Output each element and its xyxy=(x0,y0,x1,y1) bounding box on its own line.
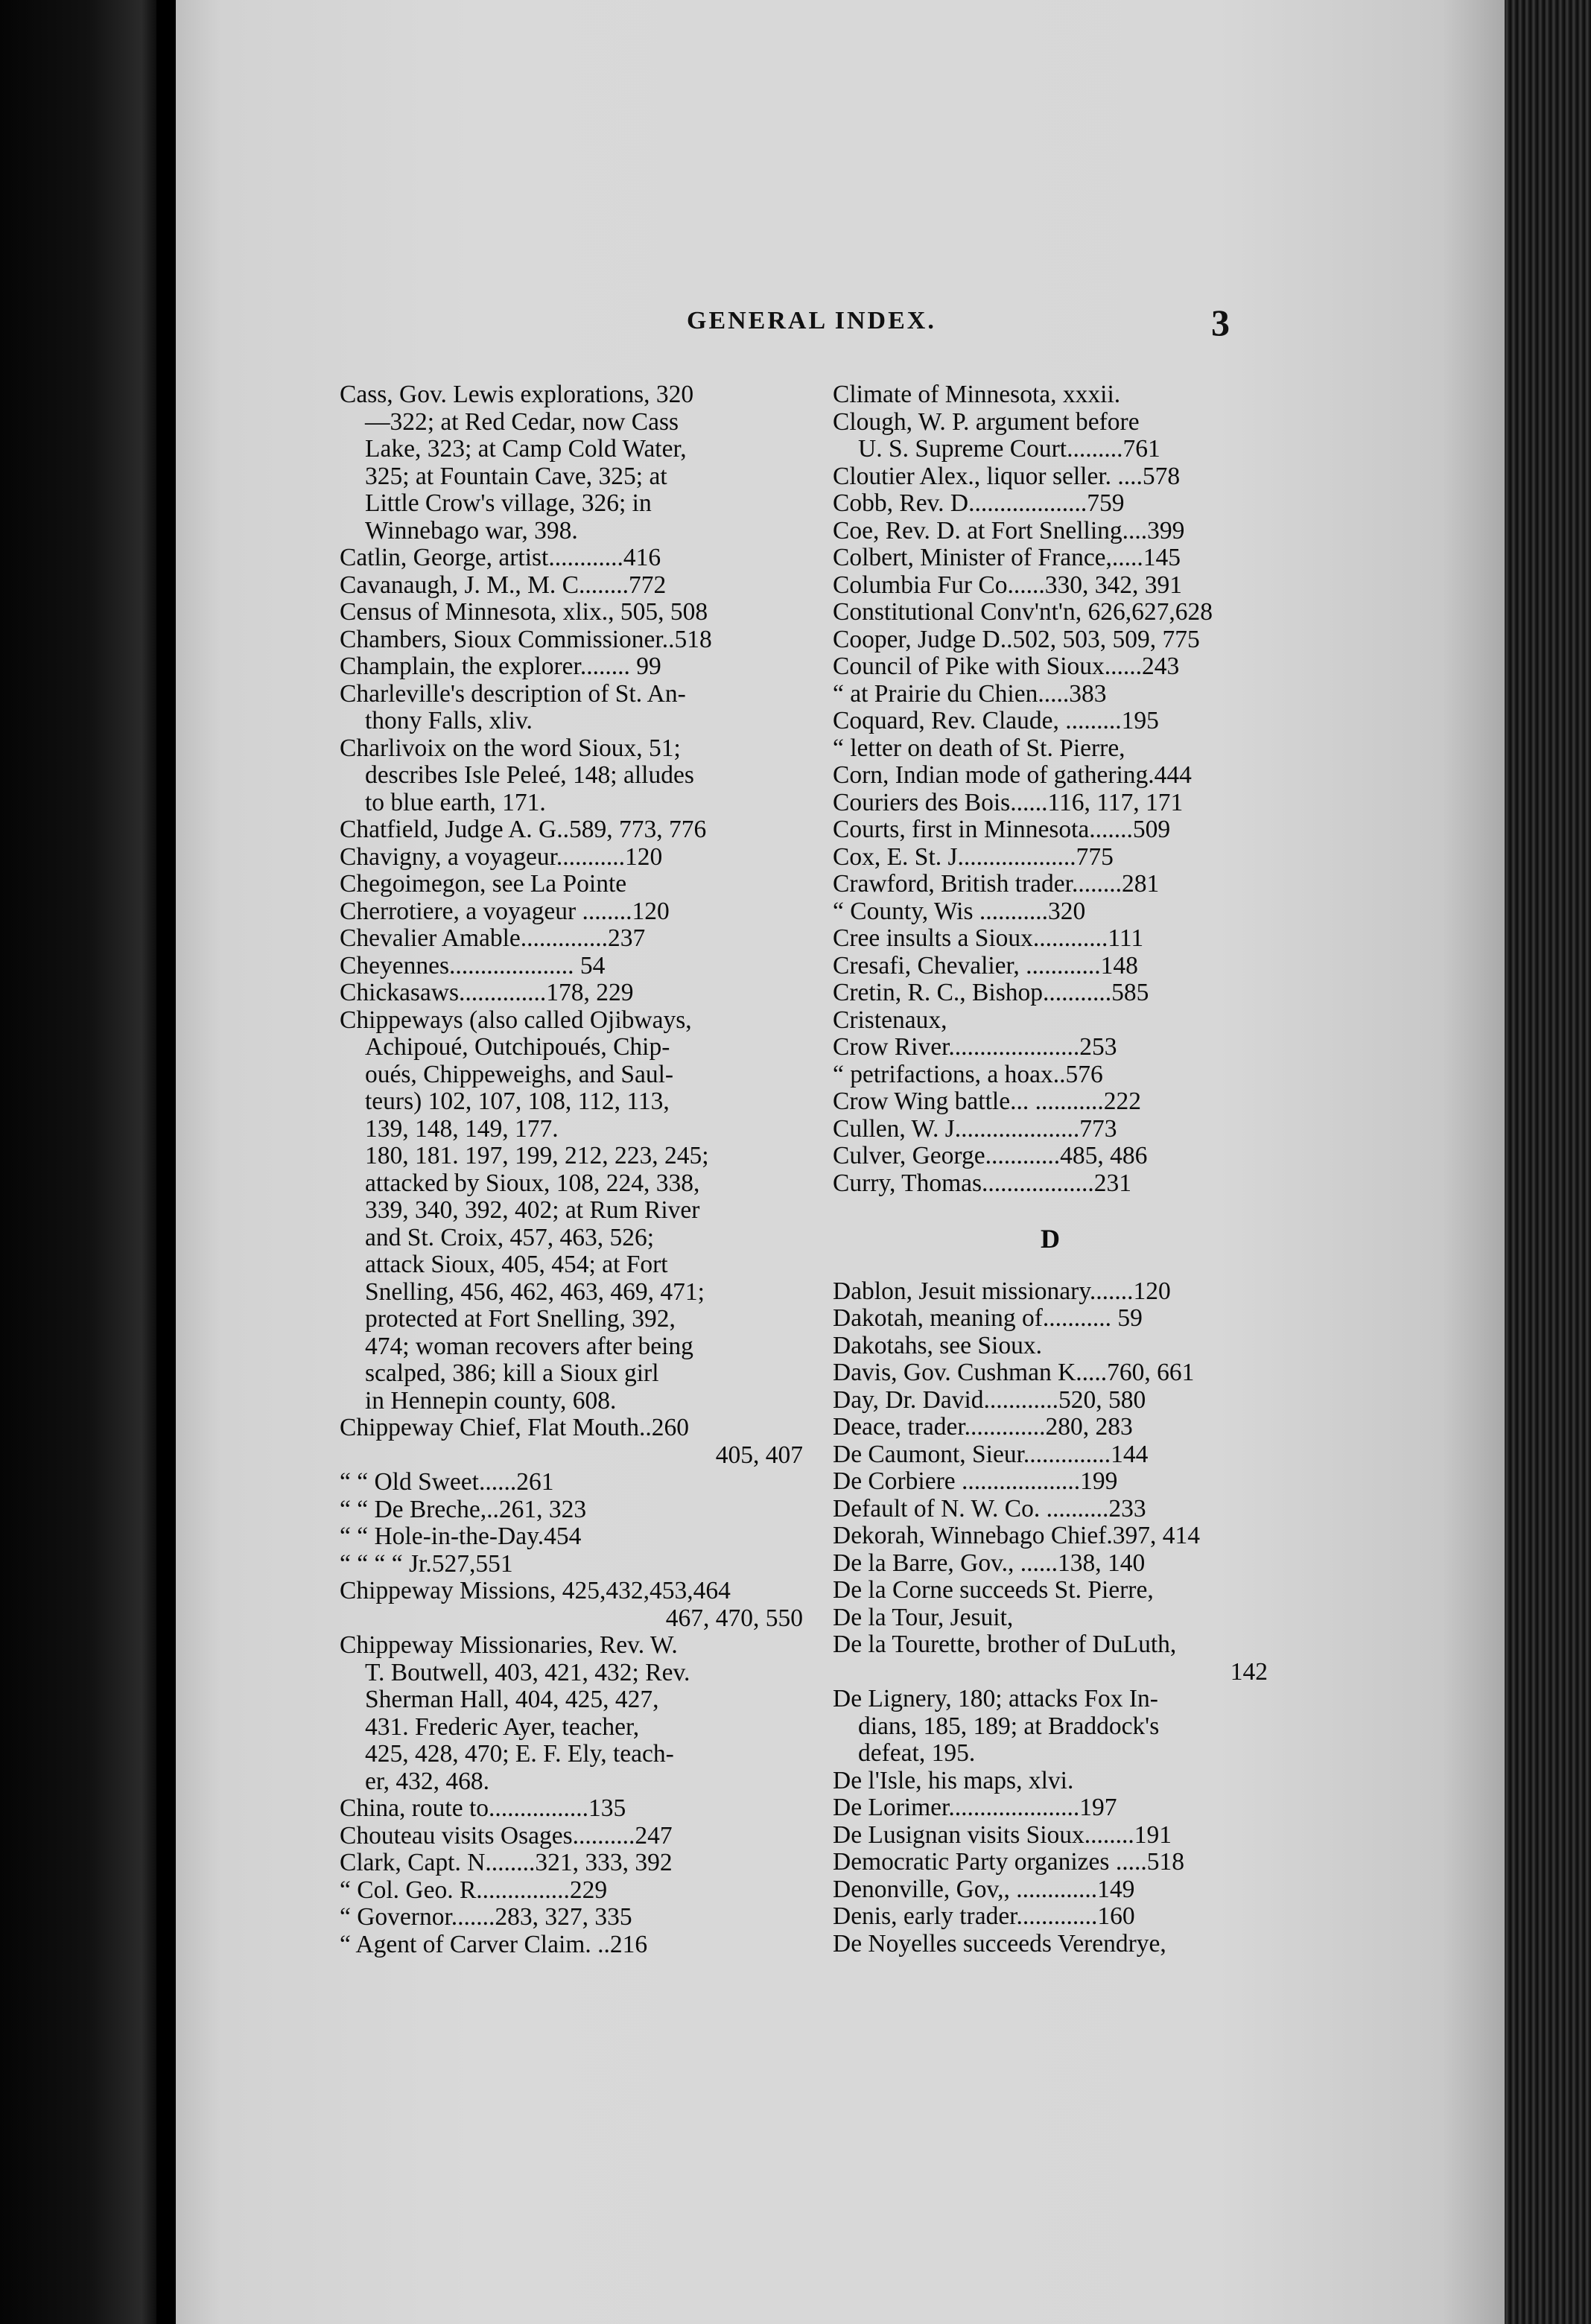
index-entry-line: “ Col. Geo. R...............229 xyxy=(340,1876,608,1904)
index-entry-line: 139, 148, 149, 177. xyxy=(365,1115,559,1143)
index-entry-line: Little Crow's village, 326; in xyxy=(365,490,652,517)
index-entry xyxy=(833,898,1268,926)
index-entry-line: Couriers des Bois......116, 117, 171 xyxy=(833,789,1184,816)
index-entry-line: Climate of Minnesota, xxxii. xyxy=(833,381,1121,408)
index-entry-line: Cloutier Alex., liquor seller. ....578 xyxy=(833,463,1181,490)
index-entry xyxy=(833,409,1268,463)
index-entry xyxy=(833,735,1268,763)
index-entry-line: “ Governor.......283, 327, 335 xyxy=(340,1904,632,1931)
index-column-left xyxy=(340,381,803,1958)
index-entry xyxy=(833,626,1268,654)
index-entry-line: Chippeway Missionaries, Rev. W. xyxy=(340,1632,678,1659)
index-entry-line: Chegoimegon, see La Pointe xyxy=(340,871,627,898)
index-entry-line: Davis, Gov. Cushman K.....760, 661 xyxy=(833,1359,1195,1386)
index-entry xyxy=(833,599,1268,626)
index-entry-line: attacked by Sioux, 108, 224, 338, xyxy=(365,1169,700,1197)
index-entry-line: Denis, early trader.............160 xyxy=(833,1903,1135,1930)
index-entry-line: Coquard, Rev. Claude, .........195 xyxy=(833,708,1159,734)
index-entry xyxy=(340,871,803,898)
index-entry-line: Day, Dr. David............520, 580 xyxy=(833,1386,1146,1414)
index-entry-line: “ Agent of Carver Claim. ..216 xyxy=(340,1931,648,1958)
index-entry-line: Courts, first in Minnesota.......509 xyxy=(833,816,1171,843)
index-entry-line: Default of N. W. Co. ..........233 xyxy=(833,1495,1146,1523)
index-entry xyxy=(340,1795,803,1823)
index-entry-line: Chippeway Missions, 425,432,453,464 xyxy=(340,1578,731,1604)
index-entry xyxy=(340,1931,803,1959)
index-entry-line: and St. Croix, 457, 463, 526; xyxy=(365,1224,655,1251)
index-entry-line: Dablon, Jesuit missionary.......120 xyxy=(833,1277,1171,1305)
index-entry xyxy=(833,1794,1268,1822)
index-entry-line: Colbert, Minister of France,.....145 xyxy=(833,545,1181,571)
index-entry-line: 474; woman recovers after being xyxy=(365,1333,693,1360)
index-entry-line: De la Tour, Jesuit, xyxy=(833,1604,1014,1631)
index-entry xyxy=(833,1441,1268,1469)
index-entry-line: “ County, Wis ...........320 xyxy=(833,898,1086,925)
index-entry-line: Dekorah, Winnebago Chief.397, 414 xyxy=(833,1523,1200,1549)
index-entry-line: describes Isle Peleé, 148; alludes xyxy=(365,762,694,789)
index-column-right xyxy=(833,381,1268,1958)
index-entry-line: Crawford, British trader........281 xyxy=(833,871,1160,898)
index-entry xyxy=(340,1632,803,1795)
index-entry-line: De la Corne succeeds St. Pierre, xyxy=(833,1577,1154,1604)
index-entry-line: “ letter on death of St. Pierre, xyxy=(833,734,1125,762)
index-entry-line: Chatfield, Judge A. G..589, 773, 776 xyxy=(340,816,707,843)
index-entry xyxy=(833,790,1268,817)
index-entry-line: Chevalier Amable..............237 xyxy=(340,925,646,952)
index-entry xyxy=(340,1877,803,1905)
index-entry-line: attack Sioux, 405, 454; at Fort xyxy=(365,1251,668,1278)
index-entry-line: Deace, trader.............280, 283 xyxy=(833,1414,1133,1441)
index-entry xyxy=(833,708,1268,735)
index-entry-line: to blue earth, 171. xyxy=(365,789,546,816)
index-entry-line: Chickasaws..............178, 229 xyxy=(340,980,634,1006)
index-entry-line: dians, 185, 189; at Braddock's xyxy=(858,1712,1160,1740)
index-entry-line: Dakotahs, see Sioux. xyxy=(833,1332,1042,1359)
index-entry xyxy=(833,1007,1268,1035)
index-entry xyxy=(833,1550,1268,1578)
index-entry xyxy=(833,1333,1268,1360)
index-entry-line: Census of Minnesota, xlix., 505, 508 xyxy=(340,599,708,626)
index-entry xyxy=(833,1876,1268,1904)
index-entry xyxy=(833,1523,1268,1550)
page-number: 3 xyxy=(1211,302,1230,343)
running-head xyxy=(0,302,1591,346)
index-entry-line: Chouteau visits Osages..........247 xyxy=(340,1822,673,1850)
page-title: GENERAL INDEX. xyxy=(687,307,936,334)
index-entry-line: U. S. Supreme Court.........761 xyxy=(858,436,1160,463)
index-entry-line: Cooper, Judge D..502, 503, 509, 775 xyxy=(833,626,1200,653)
index-entry-line: Cherrotiere, a voyageur ........120 xyxy=(340,898,670,925)
index-entry xyxy=(340,1469,803,1496)
index-entry-line: 180, 181. 197, 199, 212, 223, 245; xyxy=(365,1143,709,1169)
index-section-d xyxy=(833,1278,1268,1958)
index-entry xyxy=(833,816,1268,844)
index-entry xyxy=(340,898,803,926)
index-entry-line: 142 xyxy=(1230,1658,1268,1686)
index-entry-line: Chambers, Sioux Commissioner..518 xyxy=(340,626,712,653)
index-entry-line: T. Boutwell, 403, 421, 432; Rev. xyxy=(365,1659,690,1686)
index-entry xyxy=(340,1007,803,1415)
index-entry xyxy=(833,1686,1268,1768)
index-entry xyxy=(340,953,803,980)
index-entry-line: —322; at Red Cedar, now Cass xyxy=(365,408,679,436)
index-entry xyxy=(340,735,803,817)
index-entry-line: Cheyennes.................... 54 xyxy=(340,952,606,980)
index-entry xyxy=(833,1849,1268,1876)
index-entry-line: er, 432, 468. xyxy=(365,1768,490,1795)
index-entry xyxy=(340,980,803,1007)
index-entry-line: oués, Chippeweighs, and Saul- xyxy=(365,1061,674,1088)
index-entry-line: Chippeways (also called Ojibways, xyxy=(340,1006,692,1034)
book-fore-edge xyxy=(1505,0,1591,2324)
index-entry xyxy=(833,681,1268,708)
index-entry xyxy=(340,545,803,572)
index-entry-line: 339, 340, 392, 402; at Rum River xyxy=(365,1197,700,1224)
index-entry-line: protected at Fort Snelling, 392, xyxy=(365,1306,676,1333)
index-entry-line: “ “ Hole-in-the-Day.454 xyxy=(340,1523,582,1550)
index-entry-line: defeat, 195. xyxy=(858,1740,976,1767)
index-entry xyxy=(833,490,1268,518)
index-entry-line: Chippeway Chief, Flat Mouth..260 xyxy=(340,1415,689,1441)
index-entry-line: China, route to................135 xyxy=(340,1795,626,1822)
index-entry xyxy=(833,1903,1268,1931)
index-entry-line: De la Tourette, brother of DuLuth, xyxy=(833,1631,1177,1658)
index-entry-line: Lake, 323; at Camp Cold Water, xyxy=(365,436,687,463)
index-entry xyxy=(833,1768,1268,1795)
index-entry-line: Curry, Thomas..................231 xyxy=(833,1169,1132,1197)
index-entry xyxy=(340,1578,803,1632)
index-entry-line: De Corbiere ...................199 xyxy=(833,1468,1118,1495)
index-entry-line: De l'Isle, his maps, xlvi. xyxy=(833,1767,1074,1794)
index-entry xyxy=(833,463,1268,491)
index-entry-line: Chavigny, a voyageur...........120 xyxy=(340,843,663,871)
index-entry xyxy=(340,626,803,654)
index-entry xyxy=(340,925,803,953)
index-entry xyxy=(340,681,803,735)
index-entry-line: Democratic Party organizes .....518 xyxy=(833,1849,1184,1876)
index-entry xyxy=(340,844,803,872)
index-entry-line: “ “ Old Sweet......261 xyxy=(340,1469,554,1496)
index-entry xyxy=(833,1088,1268,1116)
index-entry xyxy=(833,1359,1268,1387)
index-entry-line: Coe, Rev. D. at Fort Snelling....399 xyxy=(833,517,1185,545)
index-entry-line: Cobb, Rev. D...................759 xyxy=(833,490,1125,517)
index-entry-line: “ petrifactions, a hoax..576 xyxy=(833,1061,1103,1088)
index-entry xyxy=(340,599,803,626)
index-entry-line: “ “ “ “ Jr.527,551 xyxy=(340,1550,513,1578)
index-entry-line: Dakotah, meaning of........... 59 xyxy=(833,1305,1143,1332)
index-entry-line: Charlivoix on the word Sioux, 51; xyxy=(340,734,681,762)
index-entry-line: Champlain, the explorer........ 99 xyxy=(340,653,661,680)
index-entry-line: 467, 470, 550 xyxy=(665,1604,803,1632)
index-entry-line: “ at Prairie du Chien.....383 xyxy=(833,680,1107,708)
index-entry-line: Sherman Hall, 404, 425, 427, xyxy=(365,1686,659,1713)
index-entry-line: De Lignery, 180; attacks Fox In- xyxy=(833,1686,1158,1712)
index-entry-line: Cox, E. St. J...................775 xyxy=(833,843,1114,871)
index-entry xyxy=(340,1496,803,1524)
index-entry xyxy=(340,1415,803,1469)
index-entry xyxy=(833,1034,1268,1061)
index-entry xyxy=(833,1604,1268,1632)
index-entry-line: Catlin, George, artist............416 xyxy=(340,545,661,571)
index-entry xyxy=(833,1061,1268,1089)
index-entry xyxy=(833,980,1268,1007)
index-entry xyxy=(340,1850,803,1877)
index-entry xyxy=(340,1523,803,1551)
index-entry xyxy=(833,1170,1268,1198)
index-entry xyxy=(833,871,1268,898)
index-entry xyxy=(340,1904,803,1931)
index-entry-line: “ “ De Breche,..261, 323 xyxy=(340,1496,587,1523)
index-entry-line: Council of Pike with Sioux......243 xyxy=(833,653,1180,680)
index-entry-line: Cree insults a Sioux............111 xyxy=(833,925,1144,952)
index-entry-line: Achipoué, Outchipoués, Chip- xyxy=(365,1034,670,1061)
index-entry xyxy=(833,1143,1268,1170)
index-entry-line: Cass, Gov. Lewis explorations, 320 xyxy=(340,381,694,408)
index-entry xyxy=(833,653,1268,681)
index-section-c-continued xyxy=(833,381,1268,1197)
index-entry xyxy=(833,572,1268,600)
index-entry xyxy=(833,762,1268,790)
index-entry-line: 405, 407 xyxy=(715,1441,803,1469)
index-entry-line: Crow River.....................253 xyxy=(833,1034,1117,1061)
index-entry xyxy=(833,1822,1268,1850)
index-entry-line: Cristenaux, xyxy=(833,1006,947,1034)
index-entry-line: Snelling, 456, 462, 463, 469, 471; xyxy=(365,1278,705,1306)
index-entry-line: 325; at Fountain Cave, 325; at xyxy=(365,463,667,490)
index-entry xyxy=(833,381,1268,409)
index-entry-line: in Hennepin county, 608. xyxy=(365,1387,617,1415)
index-entry xyxy=(340,381,803,545)
index-entry xyxy=(833,518,1268,545)
index-entry-line: 425, 428, 470; E. F. Ely, teach- xyxy=(365,1741,674,1768)
index-entry-line: De la Barre, Gov., ......138, 140 xyxy=(833,1549,1146,1577)
index-entry-line: Columbia Fur Co......330, 342, 391 xyxy=(833,571,1183,599)
index-entry-line: Charleville's description of St. An- xyxy=(340,680,686,708)
index-entry-line: thony Falls, xliv. xyxy=(365,708,533,734)
index-entry xyxy=(833,1414,1268,1441)
index-entry xyxy=(340,1823,803,1850)
index-entry xyxy=(833,1577,1268,1604)
index-entry xyxy=(833,1116,1268,1143)
index-entry-line: Winnebago war, 398. xyxy=(365,517,578,545)
index-entry-line: Culver, George............485, 486 xyxy=(833,1143,1148,1169)
index-entry-line: De Lorimer.....................197 xyxy=(833,1794,1117,1821)
previous-page-edge xyxy=(0,0,156,2324)
index-entry xyxy=(833,1305,1268,1333)
index-entry-line: De Noyelles succeeds Verendrye, xyxy=(833,1930,1166,1958)
index-entry xyxy=(340,816,803,844)
index-entry-line: De Caumont, Sieur..............144 xyxy=(833,1441,1149,1468)
index-entry-line: Cretin, R. C., Bishop...........585 xyxy=(833,980,1149,1006)
index-entry-line: scalped, 386; kill a Sioux girl xyxy=(365,1360,659,1387)
index-entry xyxy=(340,653,803,681)
index-entry-line: Cavanaugh, J. M., M. C........772 xyxy=(340,571,667,599)
index-entry xyxy=(833,1631,1268,1686)
index-entry xyxy=(833,1931,1268,1958)
index-entry-line: Clark, Capt. N........321, 333, 392 xyxy=(340,1850,673,1876)
index-entry xyxy=(833,1468,1268,1496)
index-entry xyxy=(833,1496,1268,1523)
index-entry-line: Clough, W. P. argument before xyxy=(833,408,1140,436)
index-entry-line: Crow Wing battle... ...........222 xyxy=(833,1088,1141,1115)
index-entry-line: Cullen, W. J....................773 xyxy=(833,1115,1117,1143)
index-entry xyxy=(833,844,1268,872)
index-entry-line: Denonville, Gov,, .............149 xyxy=(833,1876,1135,1903)
index-entry xyxy=(833,545,1268,572)
index-entry xyxy=(833,925,1268,953)
index-entry xyxy=(833,953,1268,980)
index-entry-line: De Lusignan visits Sioux........191 xyxy=(833,1821,1172,1849)
index-entry-line: teurs) 102, 107, 108, 112, 113, xyxy=(365,1088,670,1115)
section-letter-d: D xyxy=(1041,1224,1060,1254)
index-entry-line: Corn, Indian mode of gathering.444 xyxy=(833,762,1192,789)
index-entry xyxy=(340,572,803,600)
index-entry xyxy=(833,1387,1268,1415)
index-entry xyxy=(833,1278,1268,1306)
index-entry-line: 431. Frederic Ayer, teacher, xyxy=(365,1713,640,1741)
index-entry-line: Cresafi, Chevalier, ............148 xyxy=(833,952,1138,980)
index-entry-line: Constitutional Conv'nt'n, 626,627,628 xyxy=(833,599,1213,626)
index-entry xyxy=(340,1551,803,1578)
